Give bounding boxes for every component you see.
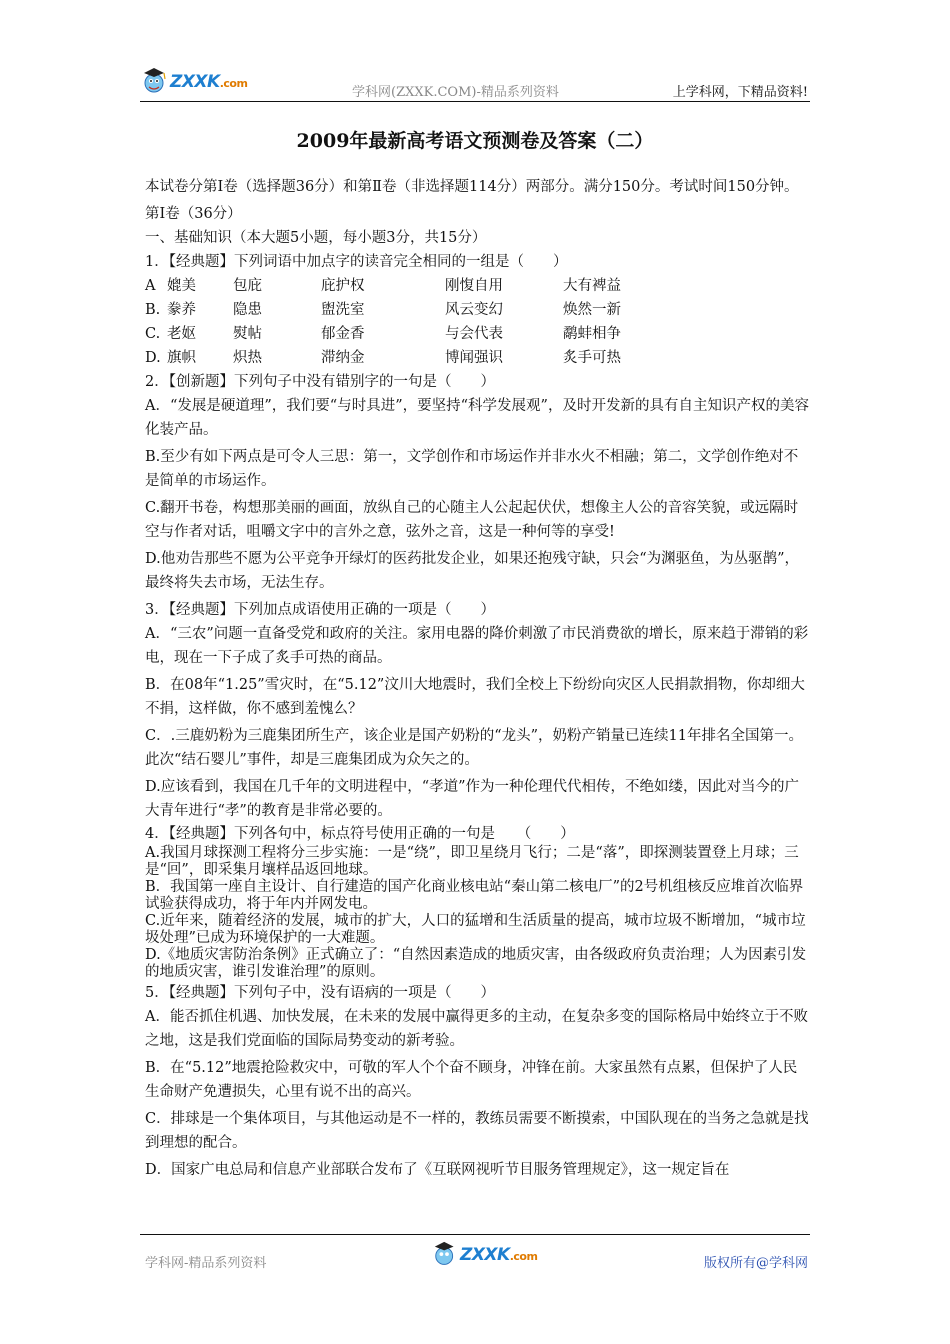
header-divider (140, 101, 810, 102)
q1-options (145, 274, 810, 370)
q2-stem: 2．【创新题】下列句子中没有错别字的一句是（ ） (145, 374, 495, 390)
page-title: 2009年最新高考语文预测卷及答案（二） (296, 130, 654, 152)
q5-stem: 5．【经典题】下列句子中，没有语病的一项是（ ） (145, 985, 495, 1001)
q4-option-c: C.近年来，随着经济的发展，城市的扩大，人口的猛增和生活质量的提高，城市垃圾不断增加，“城市垃圾处理”已成为环境保护的一大难题。 (145, 913, 806, 946)
footer-right: 版权所有@学科网 (703, 1256, 808, 1271)
footer-logo-text: ZXXK.com (460, 1245, 538, 1265)
footer-logo (430, 1240, 540, 1270)
q3-option-c: C．.三鹿奶粉为三鹿集团所生产，该企业是国产奶粉的“龙头”，奶粉产销量已连续11年排名全国第一。此次“结石婴儿”事件，却是三鹿集团成为众矢之的。 (145, 728, 803, 768)
q4-option-d: D.《地质灾害防治条例》正式确立了：“自然因素造成的地质灾害，由各级政府负责治理；人为因素引发的地质灾害，谁引发谁治理”的原则。 (145, 947, 807, 980)
q1-option-row: B. 豢养 隐患 盥洗室 风云变幻 焕然一新 (145, 302, 621, 318)
q5-option-c: C．排球是一个集体项目，与其他运动是不一样的，教练员需要不断摸索，中国队现在的当务之急就是找到理想的配合。 (145, 1111, 809, 1151)
q1-option-row: C. 老妪 熨帖 郁金香 与会代表 鹬蚌相争 (145, 326, 621, 342)
q1-stem: 1．【经典题】下列词语中加点字的读音完全相同的一组是（ ） (145, 254, 568, 270)
q3-option-a: A．“三农”问题一直备受党和政府的关注。家用电器的降价刺激了市民消费欲的增长，原来趋于滞销的彩电，现在一下子成了炙手可热的商品。 (145, 626, 809, 666)
logo-text: ZXXK.com (170, 72, 248, 92)
q3-stem: 3．【经典题】下列加点成语使用正确的一项是（ ） (145, 602, 495, 618)
q5-option-a: A．能否抓住机遇、加快发展，在未来的发展中赢得更多的主动，在复杂多变的国际格局中始终立于不败之地，这是我们党面临的国际局势变动的新考验。 (145, 1009, 808, 1049)
q5-option-d: D．国家广电总局和信息产业部联合发布了《互联网视听节目服务管理规定》，这一规定旨在 (145, 1162, 730, 1178)
footer-left: 学科网-精品系列资料 (145, 1256, 267, 1271)
q4-option-a: A.我国月球探测工程将分三步实施：一是“绕”，即卫星绕月飞行；二是“落”，即探测装置登上月球；三是“回”，即采集月壤样品返回地球。 (145, 845, 799, 878)
q1-option-row: D. 旗帜 炽热 滞纳金 博闻强识 炙手可热 (145, 350, 621, 366)
q4-option-b: B．我国第一座自主设计、自行建造的国产化商业核电站“秦山第二核电厂”的2号机组核反应堆首次临界试验获得成功，将于年内并网发电。 (145, 879, 804, 912)
q2-option-a: A．“发展是硬道理”，我们要“与时具进”，要坚持“科学发展观”，及时开发新的具有自主知识产权的美容化装产品。 (145, 398, 809, 438)
q4-block (145, 823, 810, 981)
q2-option-d: D.他劝告那些不愿为公平竞争开绿灯的医药批发企业，如果还抱残守缺，只会“为渊驱鱼，为丛驱鹊”，最终将失去市场，无法生存。 (145, 551, 800, 591)
q3-option-d: D.应该看到，我国在几千年的文明进程中，“孝道”作为一种伦理代代相传，不绝如缕，因此对当今的广大青年进行“孝”的教育是非常必要的。 (145, 779, 800, 819)
part-heading: 第Ⅰ卷（36分） (145, 206, 242, 222)
intro: 本试卷分第Ⅰ卷（选择题36分）和第Ⅱ卷（非选择题114分）两部分。满分150分。考试时间150分钟。 (145, 179, 799, 195)
zxxk-logo (140, 66, 250, 98)
q1-option-row: A 媲美 包庇 庇护权 刚愎自用 大有裨益 (145, 278, 621, 294)
mascot-icon (430, 1240, 464, 1270)
q4-stem: 4．【经典题】下列各句中，标点符号使用正确的一句是 （ ） (145, 826, 575, 842)
q2-option-b: B.至少有如下两点是可令人三思：第一，文学创作和市场运作并非水火不相融；第二，文学创作绝对不是简单的市场运作。 (145, 449, 799, 489)
header-right: 上学科网，下精品资料! (672, 85, 808, 100)
mascot-icon (140, 66, 174, 98)
header-center: 学科网(ZXXK.COM)-精品系列资料 (352, 85, 559, 100)
q5-option-b: B．在“5.12”地震抢险救灾中，可敬的军人个个奋不顾身，冲锋在前。大家虽然有点累，但保护了人民生命财产免遭损失，心里有说不出的高兴。 (145, 1060, 798, 1100)
section-heading: 一、基础知识（本大题5小题，每小题3分，共15分） (145, 230, 487, 246)
q2-option-c: C.翻开书卷，构想那美丽的画面，放纵自己的心随主人公起起伏伏，想像主人公的音容笑貌，或远隔时空与作者对话，咀嚼文字中的言外之意，弦外之音，这是一种何等的享受! (145, 500, 799, 540)
q3-option-b: B．在08年“1.25”雪灾时，在“5.12”汶川大地震时，我们全校上下纷纷向灾区人民捐款捐物，你却细大不捐，这样做，你不感到羞愧么？ (145, 677, 805, 717)
footer-divider (140, 1234, 810, 1235)
document-body (145, 175, 810, 1182)
